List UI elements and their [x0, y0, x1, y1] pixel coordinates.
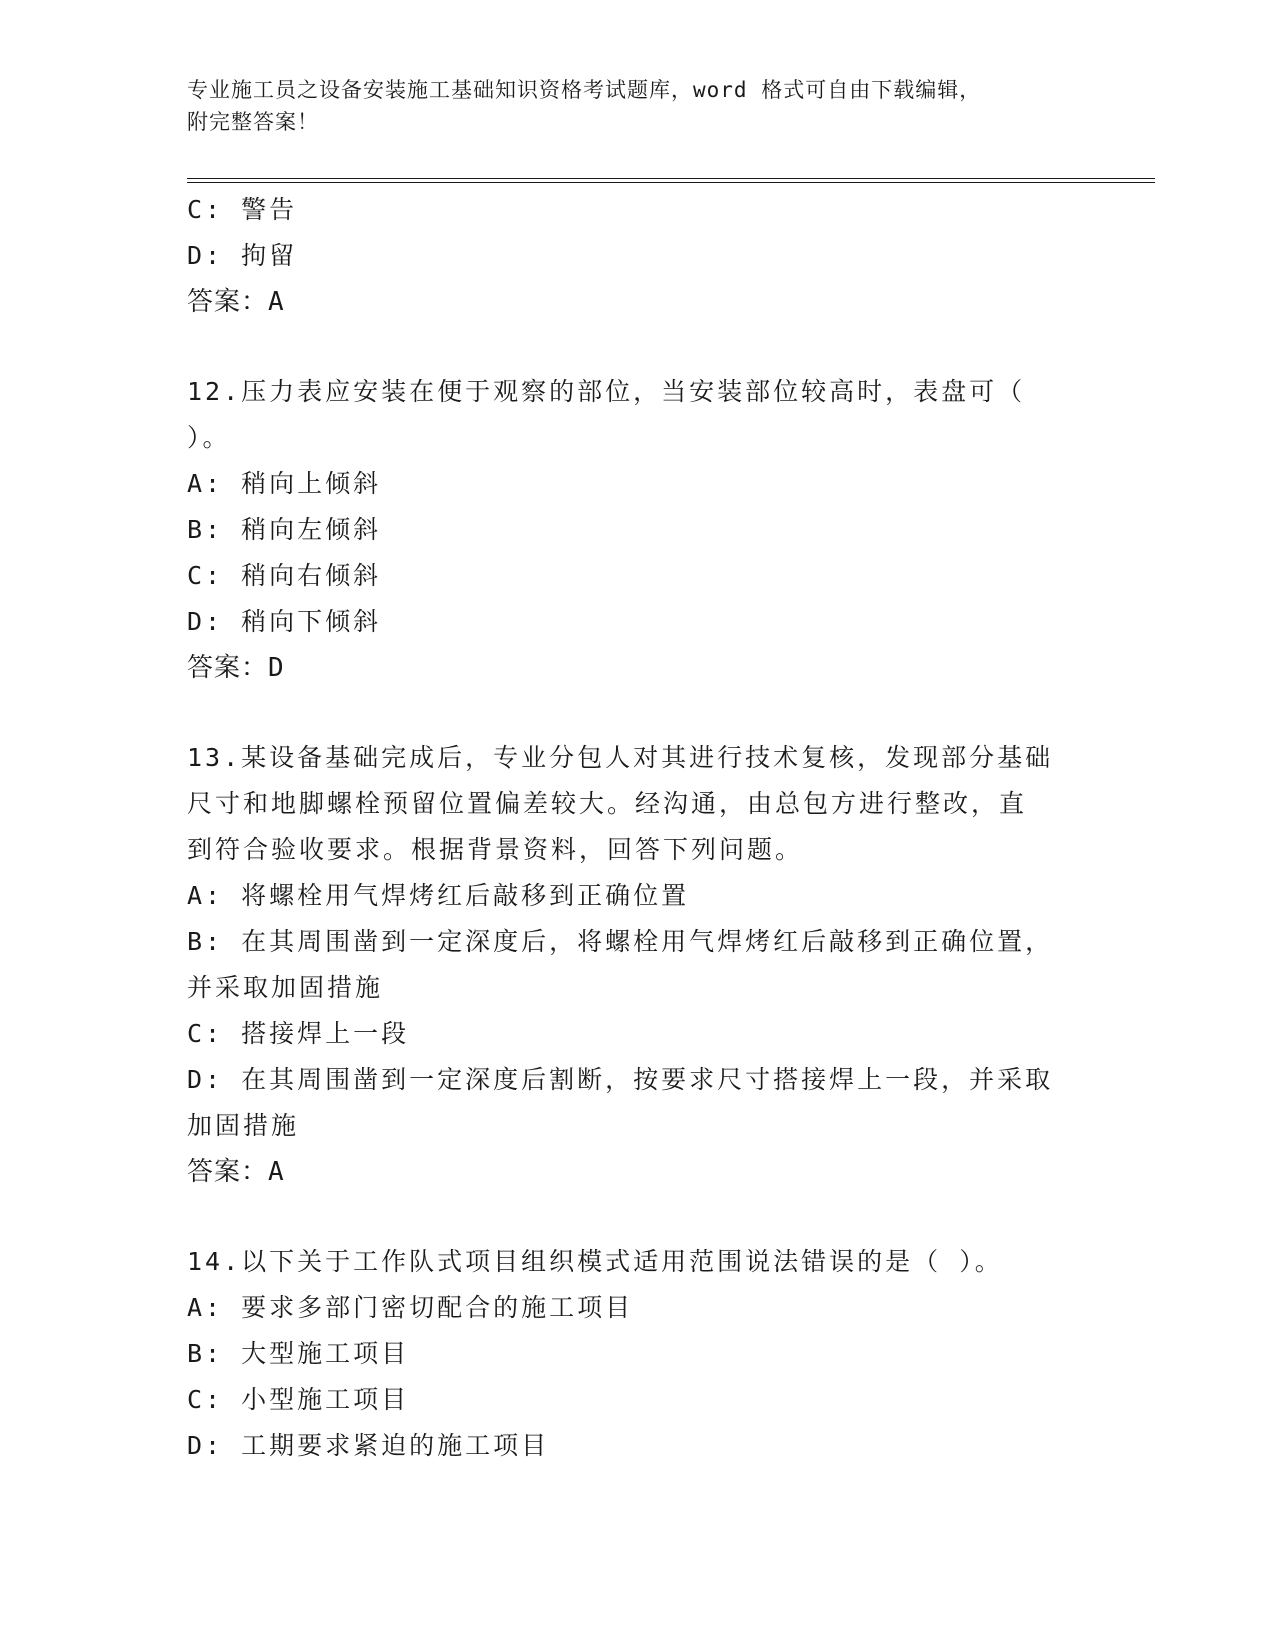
- option-c: C: 稍向右倾斜: [187, 561, 382, 590]
- answer-value: A: [268, 287, 284, 317]
- option-c: C: 警告: [187, 195, 298, 224]
- option-a: A: 稍向上倾斜: [187, 469, 382, 498]
- option-a: A: 要求多部门密切配合的施工项目: [187, 1293, 634, 1322]
- answer-line: 答案：A: [187, 287, 284, 317]
- question-list: [187, 187, 1087, 1469]
- option-d-continued: 加固措施: [187, 1111, 300, 1140]
- option-b: B: 稍向左倾斜: [187, 515, 382, 544]
- question-stem: 14.以下关于工作队式项目组织模式适用范围说法错误的是（ ）。: [187, 1247, 1003, 1276]
- answer-line: 答案：D: [187, 653, 284, 683]
- document-header: [187, 74, 1087, 138]
- question-stem: 尺寸和地脚螺栓预留位置偏差较大。经沟通，由总包方进行整改，直: [187, 789, 1028, 818]
- option-c: C: 搭接焊上一段: [187, 1019, 410, 1048]
- question-12: [187, 369, 1087, 691]
- header-line-1: 专业施工员之设备安装施工基础知识资格考试题库，word 格式可自由下载编辑，: [187, 78, 982, 102]
- option-d: D: 工期要求紧迫的施工项目: [187, 1431, 550, 1460]
- option-d: D: 稍向下倾斜: [187, 607, 382, 636]
- question-stem: 13.某设备基础完成后，专业分包人对其进行技术复核，发现部分基础: [187, 743, 1054, 772]
- question-13: [187, 735, 1087, 1195]
- question-stem: 12.压力表应安装在便于观察的部位，当安装部位较高时，表盘可（: [187, 377, 1026, 406]
- answer-value: D: [268, 653, 284, 683]
- option-c: C: 小型施工项目: [187, 1385, 410, 1414]
- option-b-continued: 并采取加固措施: [187, 973, 384, 1002]
- option-a: A: 将螺栓用气焊烤红后敲移到正确位置: [187, 881, 690, 910]
- option-b: B: 大型施工项目: [187, 1339, 410, 1368]
- header-line-2: 附完整答案！: [187, 110, 319, 134]
- option-b: B: 在其周围凿到一定深度后，将螺栓用气焊烤红后敲移到正确位置，: [187, 927, 1054, 956]
- answer-value: A: [268, 1157, 284, 1187]
- question-14: [187, 1239, 1087, 1469]
- option-d: D: 在其周围凿到一定深度后割断，按要求尺寸搭接焊上一段，并采取: [187, 1065, 1054, 1094]
- header-double-rule: [187, 178, 1155, 183]
- answer-line: 答案：A: [187, 1157, 284, 1187]
- question-stem: ）。: [187, 423, 231, 452]
- question-stem: 到符合验收要求。根据背景资料，回答下列问题。: [187, 835, 804, 864]
- question-11: [187, 187, 1087, 325]
- option-d: D: 拘留: [187, 241, 298, 270]
